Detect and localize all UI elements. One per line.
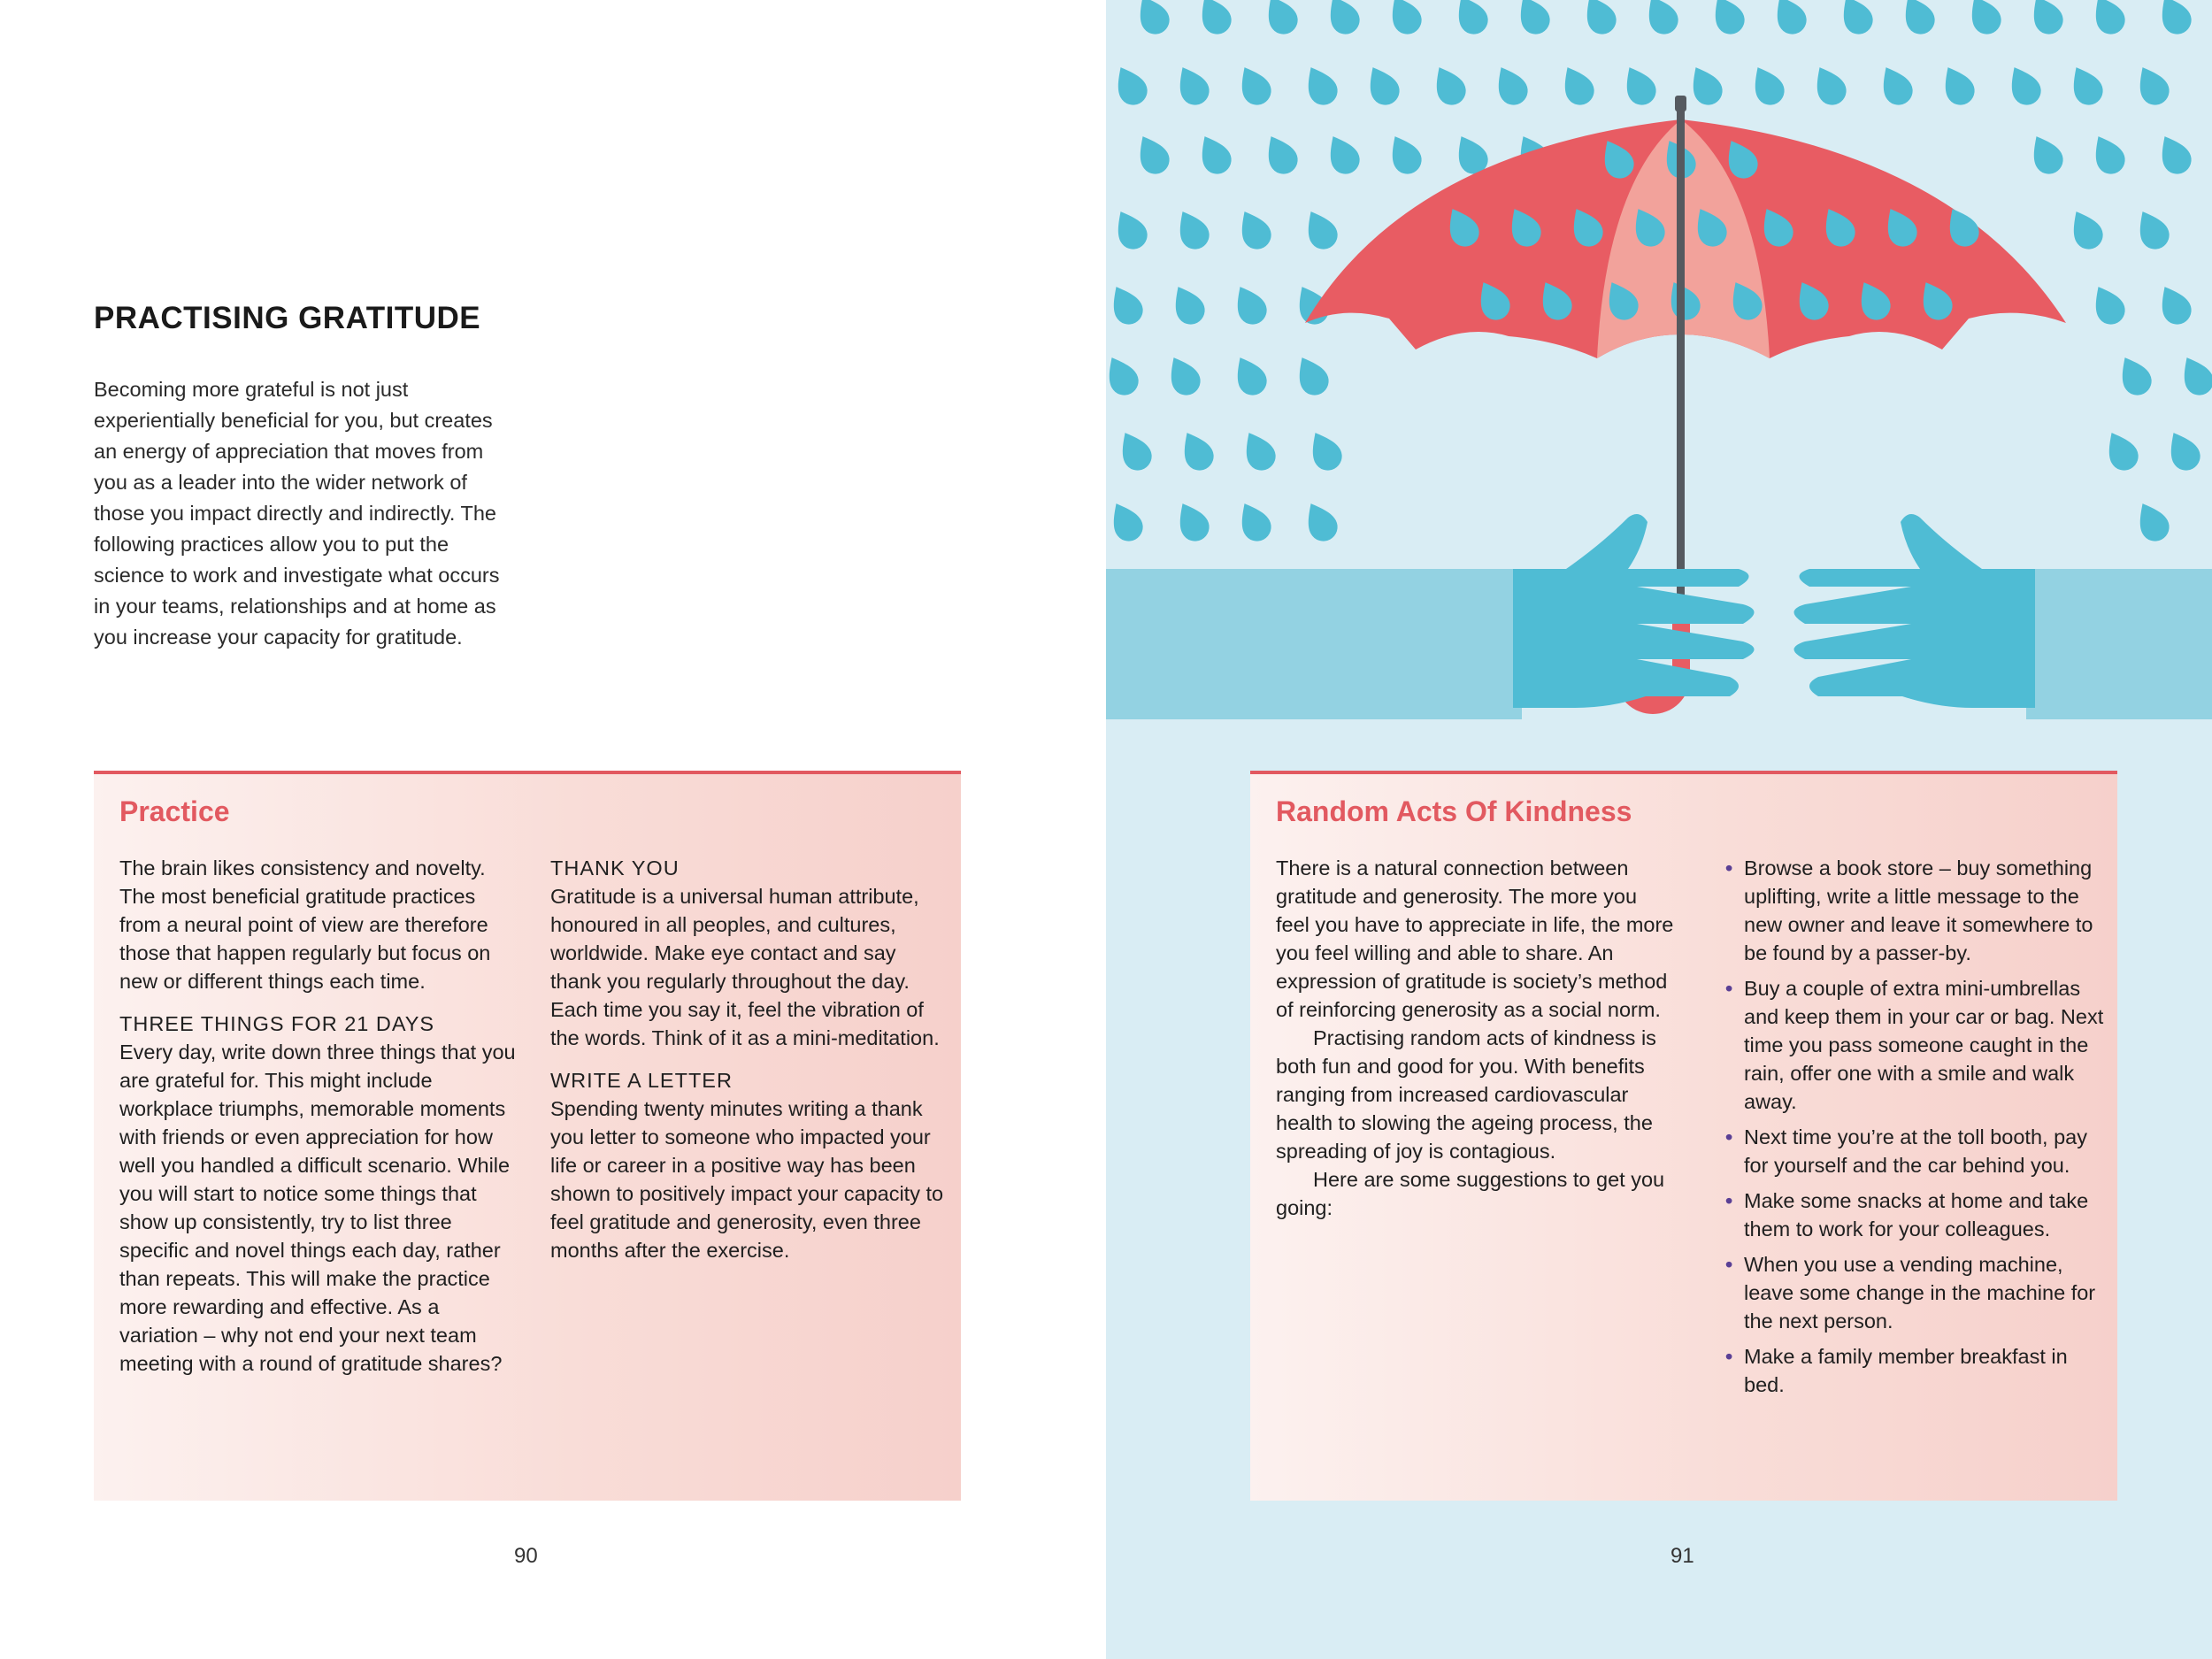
list-item: • When you use a vending machine, leave some change in the machine for the next person. <box>1725 1250 2106 1335</box>
umbrella-shaft <box>1677 102 1685 615</box>
umbrella-illustration <box>1106 0 2212 743</box>
kindness-box <box>1250 771 2117 1501</box>
kindness-paragraph-3: Here are some suggestions to get you going: <box>1276 1168 1665 1219</box>
kindness-column-1 <box>1276 854 1674 1222</box>
subheading-three-things: THREE THINGS FOR 21 DAYS <box>119 1012 435 1035</box>
list-item: • Make some snacks at home and take them to work for your colleagues. <box>1725 1187 2106 1243</box>
kindness-paragraph-2: Practising random acts of kindness is both fun and good for you. With benefits ranging from increased cardiovascular health to slowing the ageing process, the spreading of joy is contagious. <box>1276 1026 1656 1163</box>
right-page <box>1106 0 2212 1659</box>
right-arm <box>1794 514 2212 719</box>
practice-column-2 <box>550 854 944 1264</box>
kindness-suggestions-list <box>1725 854 2106 1399</box>
kindness-box-title: Random Acts Of Kindness <box>1276 795 1632 827</box>
practice-column-1 <box>119 854 518 1378</box>
umbrella-tip <box>1675 96 1686 111</box>
page-number-left: 90 <box>514 1544 538 1568</box>
left-arm <box>1106 514 1755 719</box>
list-item: • Next time you’re at the toll booth, pay for yourself and the car behind you. <box>1725 1123 2106 1179</box>
list-item: • Buy a couple of extra mini-umbrellas and keep them in your car or bag. Next time you pass someone caught in the rain, offer one with a smile and walk away. <box>1725 974 2106 1116</box>
subheading-write-letter: WRITE A LETTER <box>550 1069 733 1092</box>
kindness-paragraph-1: There is a natural connection between gratitude and generosity. The more you feel you have to appreciate in life, the more you feel willing and able to share. An expression of gratitude is society’s method of reinforcing generosity as a social norm. <box>1276 856 1674 1021</box>
page-title: PRACTISING GRATITUDE <box>94 301 481 335</box>
write-letter-paragraph: Spending twenty minutes writing a thank you letter to someone who impacted your life or career in a positive way has been shown to positively impact your capacity to feel gratitude and generosity, even three months after the exercise. <box>550 1097 944 1262</box>
page-number-right: 91 <box>1671 1544 1694 1568</box>
three-things-paragraph: Every day, write down three things that you are grateful for. This might include workplace triumphs, memorable moments with friends or even appreciation for how well you handled a difficult scenario. While you will start to notice some things that show up consistently, try to list three specific and novel things each day, rather than repeats. This will make the practice more rewarding and effective. As a variation – why not end your next team meeting with a round of gratitude shares? <box>119 1041 516 1375</box>
practice-paragraph: The brain likes consistency and novelty. The most beneficial gratitude practices from a neural point of view are therefore those that happen regularly but focus on new or different things each time. <box>119 856 491 993</box>
list-item: • Browse a book store – buy something uplifting, write a little message to the new owner and leave it somewhere to be found by a passer-by. <box>1725 854 2106 967</box>
thank-you-paragraph: Gratitude is a universal human attribute, honoured in all peoples, and cultures, worldwide. Make eye contact and say thank you regularly throughout the day. Each time you say it, feel the vibration of the words. Think of it as a mini-meditation. <box>550 885 940 1049</box>
kindness-column-2 <box>1725 854 2106 1406</box>
list-item: • Make a family member breakfast in bed. <box>1725 1342 2106 1399</box>
subheading-thank-you: THANK YOU <box>550 856 680 879</box>
practice-box <box>94 771 961 1501</box>
practice-box-title: Practice <box>119 795 230 827</box>
intro-paragraph: Becoming more grateful is not just experientially beneficial for you, but creates an energy of appreciation that moves from you as a leader into the wider network of those you impact directly and indirectly. The following practices allow you to put the science to work and investigate what occurs in your teams, relationships and at home as you increase your capacity for gratitude. <box>94 378 500 649</box>
